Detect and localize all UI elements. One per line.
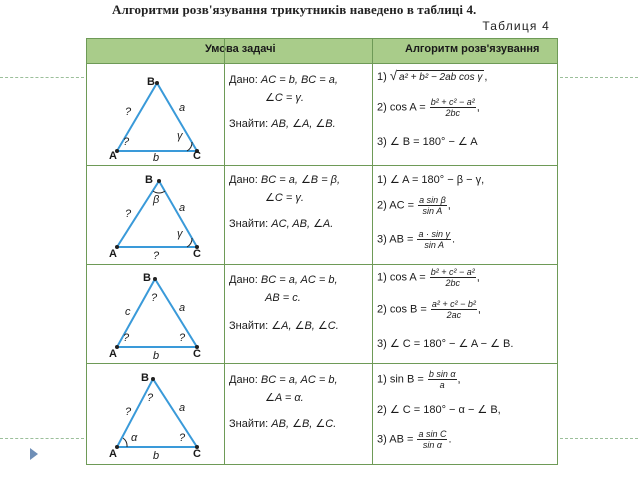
tri1-vertex-b: B	[147, 76, 155, 88]
tri2-angle-beta: β	[153, 194, 160, 206]
row4-step-2: 2) ∠ C = 180° − α − ∠ B,	[377, 404, 501, 416]
table-caption: Таблиця 4	[482, 19, 550, 33]
row1-step-3: 3) ∠ B = 180° − ∠ A	[377, 136, 478, 148]
row3-find: Знайти: ∠A, ∠B, ∠C.	[229, 320, 339, 332]
row-divider-2	[87, 264, 557, 265]
row-divider-3	[87, 363, 557, 364]
tri1-vertex-a: A	[109, 150, 117, 162]
tri1-side-bottom: b	[153, 152, 160, 164]
row3-given-2: AB = c.	[265, 292, 301, 304]
tri3-angle-b-unknown: ?	[151, 292, 158, 304]
row4-find: Знайти: AB, ∠B, ∠C.	[229, 418, 337, 430]
decorative-dash-right	[560, 77, 638, 78]
row2-given-2: ∠C = γ.	[265, 192, 304, 204]
decorative-dash-left	[0, 77, 84, 78]
tri3-angle-c-unknown: ?	[179, 332, 186, 344]
tri4-side-bottom: b	[153, 450, 160, 462]
header-condition: Умова задачі	[205, 43, 276, 55]
row3-step-1: 1) cos A = $\frac{\text{b² + c² − a²}}{2bc}$ ,	[377, 267, 480, 288]
row4-given: Дано: BC = a, AC = b,	[229, 374, 338, 386]
row4-given-2: ∠A = α.	[265, 392, 304, 404]
tri4-angle-b-unknown: ?	[147, 392, 154, 404]
algorithm-table	[86, 38, 558, 465]
col-divider-2	[372, 39, 373, 464]
row3-given: Дано: BC = a, AC = b,	[229, 274, 338, 286]
tri2-side-left: ?	[125, 208, 132, 220]
tri4-side-left: ?	[125, 406, 132, 418]
row1-find: Знайти: AB, ∠A, ∠B.	[229, 118, 336, 130]
tri2-vertex-c: C	[193, 248, 201, 260]
row3-step-2: 2) cos B = $\frac{\text{a² + c² − b²}}{2ac}$ ,	[377, 299, 481, 320]
tri1-side-right: a	[179, 102, 186, 114]
header-algorithm: Алгоритм розв'язування	[405, 43, 540, 55]
row2-step-3: 3) AB = $\frac{\text{a · sin γ}}{\text{sin A}}$ .	[377, 229, 456, 250]
tri1-side-left: ?	[125, 106, 132, 118]
row3-step-3: 3) ∠ C = 180° − ∠ A − ∠ B.	[377, 338, 514, 350]
tri3-angle-a-unknown: ?	[123, 332, 130, 344]
row1-step-2: 2) cos A = $\frac{\text{b² + c² − a²}}{2bc}$ ,	[377, 97, 480, 118]
slide-bullet-icon	[30, 448, 38, 460]
tri4-angle-alpha: α	[131, 432, 138, 444]
tri2-side-bottom: ?	[153, 250, 160, 262]
row4-step-3: 3) AB = $\frac{\text{a sin C}}{\text{sin α}}$ .	[377, 429, 452, 450]
row1-given: Дано: AC = b, BC = a,	[229, 74, 338, 86]
tri1-vertex-c: C	[193, 150, 201, 162]
tri3-side-bottom: b	[153, 350, 160, 362]
table-header	[87, 39, 557, 64]
decorative-dash-bottom-left	[0, 438, 84, 439]
tri2-angle-gamma: γ	[177, 228, 183, 240]
tri1-angle-a-unknown: ?	[123, 136, 130, 148]
tri3-vertex-b: B	[143, 272, 151, 284]
tri4-vertex-a: A	[109, 448, 117, 460]
row4-step-1: 1) sin B = $\frac{\text{b sin α}}{a}$ ,	[377, 369, 461, 390]
page-title: Алгоритми розв'язування трикутників наведено в таблиці 4.	[112, 2, 477, 17]
tri4-side-right: a	[179, 402, 186, 414]
decorative-dash-bottom-right	[560, 438, 638, 439]
row2-step-2: 2) AC = $\frac{\text{a sin β}}{\text{sin A}}$ ,	[377, 195, 451, 216]
tri3-side-right: a	[179, 302, 186, 314]
row2-given: Дано: BC = a, ∠B = β,	[229, 174, 341, 186]
tri1-angle-gamma: γ	[177, 130, 183, 142]
tri3-side-left: c	[125, 306, 131, 318]
tri4-vertex-b: B	[141, 372, 149, 384]
row1-given-2: ∠C = γ.	[265, 92, 304, 104]
row2-find: Знайти: AC, AB, ∠A.	[229, 218, 334, 230]
tri2-side-right: a	[179, 202, 186, 214]
row2-step-1: 1) ∠ A = 180° − β − γ,	[377, 174, 485, 186]
row1-step-1: 1) √ a² + b² − 2ab cos γ ,	[377, 68, 488, 83]
row-divider-1	[87, 165, 557, 166]
tri2-vertex-b: B	[145, 174, 153, 186]
col-divider-1	[224, 39, 225, 464]
tri3-vertex-a: A	[109, 348, 117, 360]
tri3-vertex-c: C	[193, 348, 201, 360]
tri4-vertex-c: C	[193, 448, 201, 460]
tri4-angle-c-unknown: ?	[179, 432, 186, 444]
tri2-vertex-a: A	[109, 248, 117, 260]
